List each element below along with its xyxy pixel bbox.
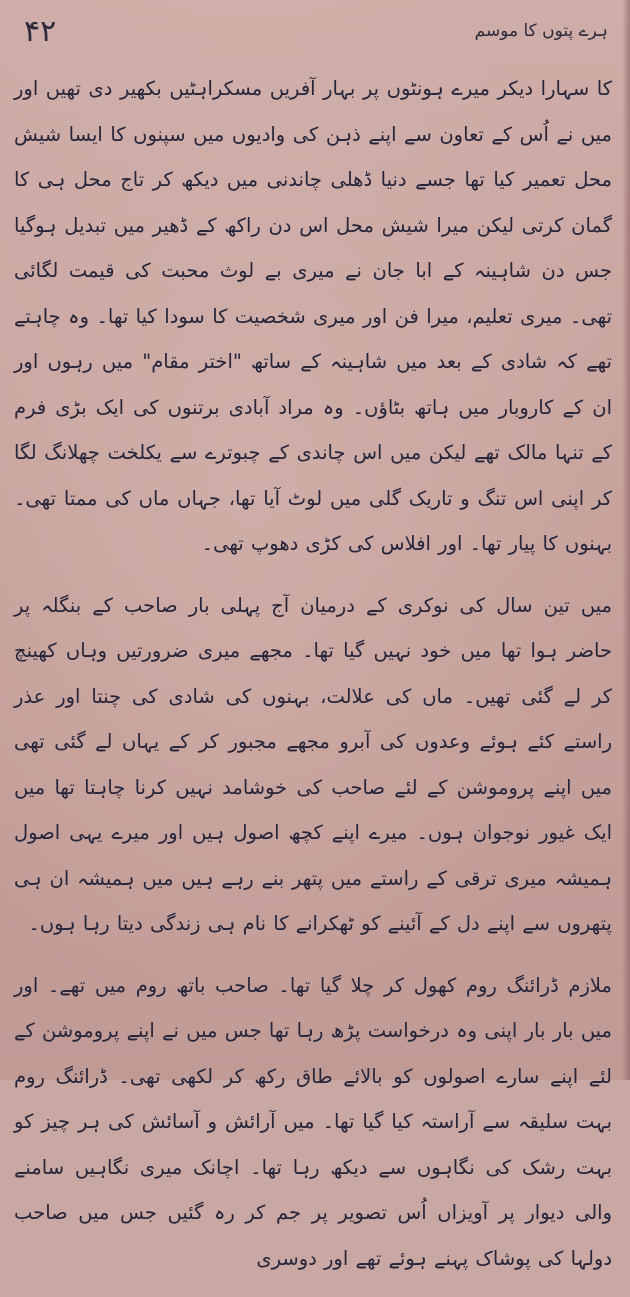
paragraph: میں تین سال کی نوکری کے درمیان آج پہلی بار صاحب کے بنگلہ پر حاضر ہوا تھا میں خود نہیں گیا تھا۔ مجھے میری ضرورتیں وہاں کھینچ کر لے گئی تھیں۔ ماں کی علالت، بہنوں کی شادی کی چنتا اور عذر راستے کئے ہوئے وعدوں کی آبرو مجھے مجبور کر کے یہاں لے گئی تھی میں اپنے پروموشن کے لئے صاحب کی خوشامد نہیں کرنا چاہتا تھا میں ایک غیور نوجوان ہوں۔ میرے اپنے کچھ اصول ہیں اور میرے یہی اصول ہمیشہ میری ترقی کے راستے میں پتھر بنے رہے ہیں میں ہمیشہ ان ہی پتھروں سے اپنے دل کے آئینے کو ٹھکرانے کا نام ہی زندگی دیتا رہا ہوں۔ [14, 593, 612, 935]
paragraph: ملازم ڈرائنگ روم کھول کر چلا گیا تھا۔ صاحب باتھ روم میں تھے۔ اور میں بار بار اپنی وہ درخواست پڑھ رہا تھا جس میں نے اپنے پروموشن کے لئے اپنے سارے اصولوں کو بالائے طاق رکھ کر لکھی تھی۔ ڈرائنگ روم بہت سلیقہ سے آراستہ کیا گیا تھا۔ میں آرائش و آسائش کی ہر چیز کو بہت رشک کی نگاہوں سے دیکھ رہا تھا۔ اچانک میری نگاہیں سامنے والی دیوار پر آویزاں اُس تصویر پر جم کر رہ گئیں جس میں صاحب دولہا کی پوشاک پہنے ہوئے تھے اور دوسری [14, 973, 612, 1270]
page-binding-shadow [622, 0, 630, 1080]
body-text [14, 66, 612, 1297]
paragraph: کا سہارا دیکر میرے ہونٹوں پر بہار آفریں مسکراہٹیں بکھیر دی تھیں اور میں نے اُس کے تعاون سے اپنے ذہن کی وادیوں میں سپنوں کا ایسا شیش محل تعمیر کیا تھا جسے دنیا ڈھلی چاندنی میں دیکھ کر تاج محل ہی کا گمان کرتی لیکن میرا شیش محل اس دن راکھ کے ڈھیر میں تبدیل ہوگیا جس دن شاہینہ کے ابا جان نے میری بے لوث محبت کی قیمت لگائی تھی۔ میری تعلیم، میرا فن اور میری شخصیت کا سودا کیا تھا۔ وہ چاہتے تھے کہ شادی کے بعد میں شاہینہ کے ساتھ "اختر مقام" میں رہوں اور ان کے کاروبار میں ہاتھ بٹاؤں۔ وہ مراد آبادی برتنوں کی ایک بڑی فرم کے تنہا مالک تھے لیکن میں اس چاندی کے چبوترے سے یکلخت چھلانگ لگا کر اپنی اس تنگ و تاریک گلی میں لوٹ آیا تھا، جہاں ماں کی ممتا تھی۔ بہنوں کا پیار تھا۔ اور افلاس کی کڑی دھوپ تھی۔ [14, 77, 612, 555]
running-title: ہرے پتوں کا موسم [474, 21, 608, 41]
page-number: ۴۲ [24, 14, 57, 49]
page-header [24, 12, 608, 52]
